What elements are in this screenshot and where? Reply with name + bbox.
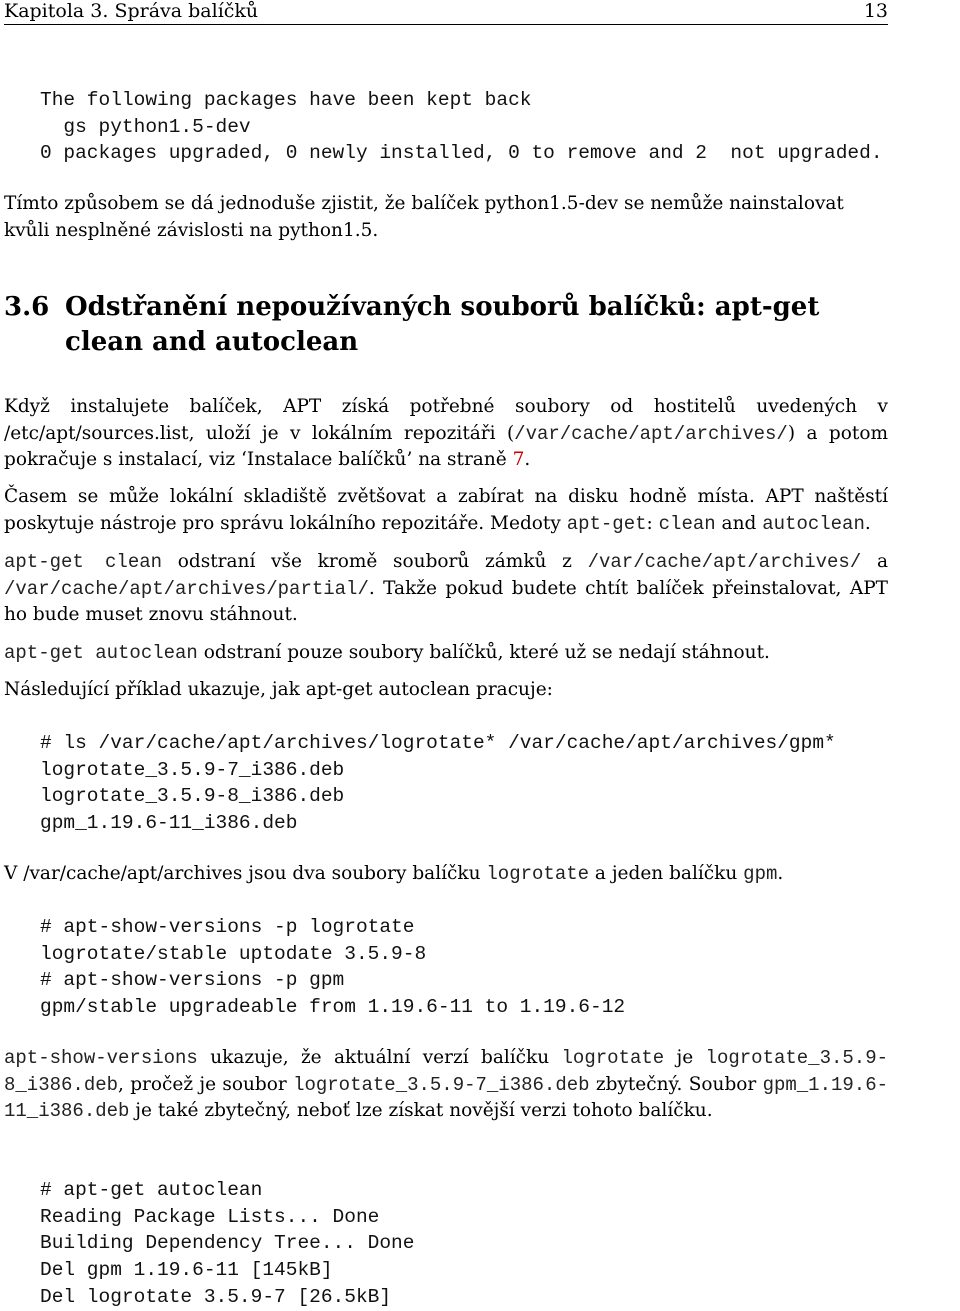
para-text: zbytečný. Soubor [589,1073,763,1095]
para-text: Časem se může lokální skladiště zvětšovat a zabírat na disku hodně místa. APT naštěstí poskytuje nástroje pro správu lokálního repozitáře. Medoty [4,486,888,534]
code-block-apt-show-versions: # apt-show-versions -p logrotate logrotate/stable uptodate 3.5.9-8 # apt-show-versions -p gpm gpm/stable upgradeable from 1.19.6-11 to 1.19.6-12 [40,916,626,1019]
inline-code: gpm [743,863,778,885]
inline-code: autoclean [762,512,865,535]
para-text: , pročež je soubor [118,1073,294,1095]
chapter-title: Kapitola 3. Správa balíčků [4,0,259,22]
para-text: odstraní pouze soubory balíčků, které už se nedají stáhnout. [197,642,770,663]
section-title: Odstřanění nepoužívaných souborů balíčků: apt-get clean and autoclean [65,292,820,357]
inline-code: apt-get clean [4,551,163,573]
section-number: 3.6 [4,292,50,322]
section-heading [4,290,888,360]
paragraph-apt-get-autoclean [4,640,888,667]
paragraph-apt-fetch [4,394,888,474]
inline-code: /var/cache/apt/archives/partial/ [4,577,369,600]
para-text: . [524,449,531,470]
inline-code: /var/cache/apt/archives/ [514,422,788,445]
inline-code: logrotate_3.5.9-8_i386.deb [4,1047,888,1096]
inline-code: apt-show-versions [4,1047,198,1069]
running-header [4,0,888,22]
para-text: Když instalujete balíček, APT získá potřebné soubory od hostitelů uvedených v /etc/apt/sources.list, uloží je v lokálním repozitáři ( [4,396,888,444]
paragraph-two-logrotate-files [4,861,888,888]
para-text: odstraní vše kromě souborů zámků z [162,551,588,572]
paragraph-repository-growth [4,484,888,537]
code-block-ls-archives: # ls /var/cache/apt/archives/logrotate* /var/cache/apt/archives/gpm* logrotate_3.5.9-7_i386.deb logrotate_3.5.9-8_i386.deb gpm_1.19.6-11_i386.deb [40,732,836,835]
inline-code: /var/cache/apt/archives/ [587,551,862,573]
para-text: ukazuje, že aktuální verzí balíčku [197,1047,562,1068]
paragraph-version-explanation [4,1045,888,1125]
para-text: je [664,1047,706,1068]
inline-code: gpm_1.19.6-11_i386.deb [4,1073,888,1122]
header-rule [4,24,888,25]
inline-code: apt-get [566,512,647,535]
para-text: . [777,863,784,884]
page-number: 13 [863,0,888,22]
code-block-kept-back: The following packages have been kept back gs python1.5-dev 0 packages upgraded, 0 newly installed, 0 to remove and 2 not upgraded. [40,89,883,165]
para-text: je také zbytečný, neboť lze získat novější verzi tohoto balíčku. [129,1100,713,1121]
para-text: a [861,551,888,572]
paragraph-apt-get-clean [4,549,888,629]
para-text: ) a potom pokračuje s instalací, viz ‘Instalace balíčků’ na straně [4,422,888,470]
inline-code: logrotate [486,863,590,885]
code-block-apt-get-autoclean: # apt-get autoclean Reading Package Lists... Done Building Dependency Tree... Done Del gpm 1.19.6-11 [145kB] Del logrotate 3.5.9-7 [26.5kB] [40,1179,415,1308]
para-text: and [715,512,763,534]
inline-code: logrotate_3.5.9-7_i386.deb [293,1073,590,1096]
inline-code: apt-get autoclean [4,642,198,664]
para-text: . Takže pokud budete chtít balíček přeinstalovat, APT ho bude muset znovu stáhnout. [4,577,888,625]
para-text: a jeden balíčku [589,863,744,884]
para-text: : [646,512,659,534]
paragraph-python-dependency: Tímto způsobem se dá jednoduše zjistit, že balíček python1.5-dev se nemůže nainstalovat kvůli nesplněné závislosti na python1.5. [4,193,844,241]
para-text: . [864,512,871,534]
inline-code: clean [658,512,716,535]
inline-code: logrotate [561,1047,665,1069]
para-text: V /var/cache/apt/archives jsou dva soubory balíčku [4,863,487,884]
page-reference-link[interactable]: 7 [512,449,525,470]
paragraph-example-intro: Následující příklad ukazuje, jak apt-get autoclean pracuje: [4,679,553,700]
